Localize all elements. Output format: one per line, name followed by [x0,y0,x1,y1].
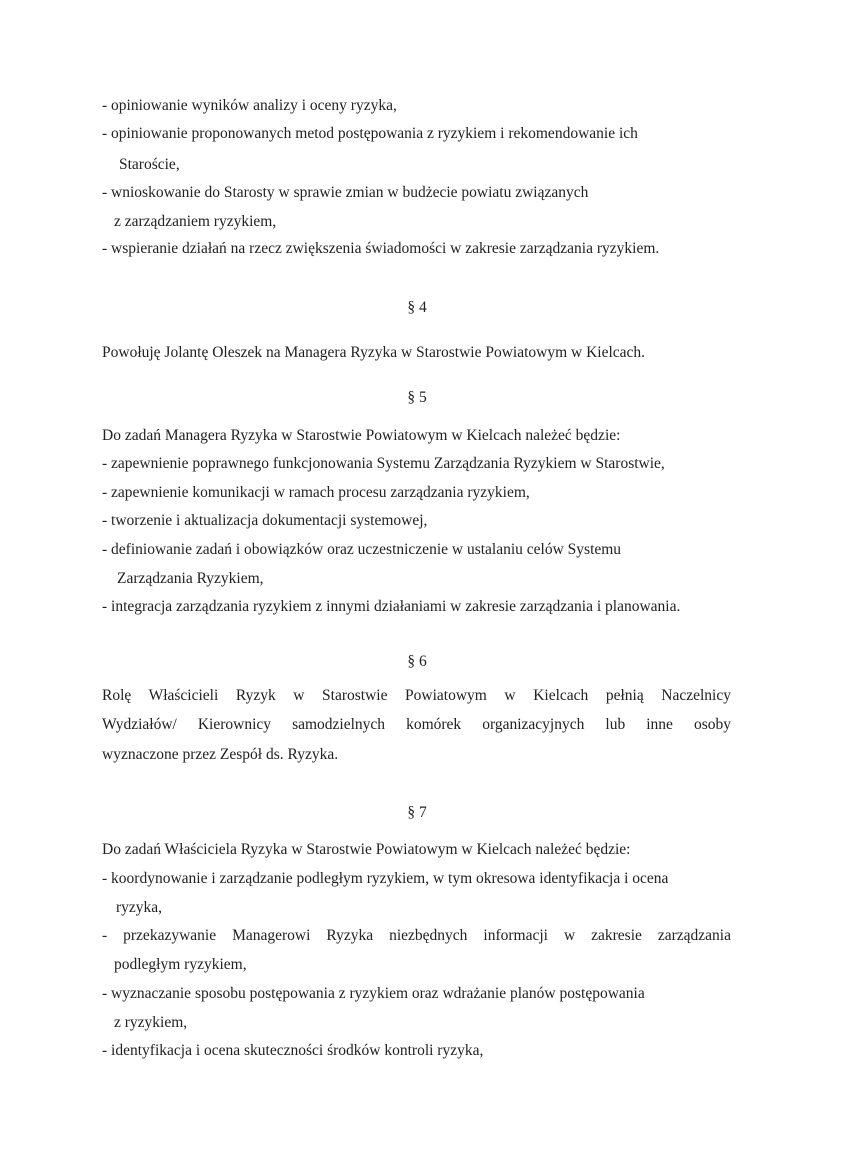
paragraph: Do zadań Właściciela Ryzyka w Starostwie Powiatowym w Kielcach należeć będzie: [102,841,631,858]
paragraph: Do zadań Managera Ryzyka w Starostwie Powiatowym w Kielcach należeć będzie: [102,427,621,444]
list-item: - opiniowanie wyników analizy i oceny ryzyka, [102,97,397,114]
list-item: - przekazywanie Managerowi Ryzyka niezbędnych informacji w zakresie zarządzania [102,927,731,944]
list-item: - wnioskowanie do Starosty w sprawie zmian w budżecie powiatu związanych [102,184,589,201]
section-heading-7: § 7 [407,804,427,821]
section-heading-5: § 5 [407,389,427,406]
list-item: - koordynowanie i zarządzanie podległym ryzykiem, w tym okresowa identyfikacja i ocena [102,870,669,887]
paragraph-line: Wydziałów/ Kierownicy samodzielnych komórek organizacyjnych lub inne osoby [102,716,731,733]
section-heading-6: § 6 [407,653,427,670]
list-item: - wyznaczanie sposobu postępowania z ryzykiem oraz wdrażanie planów postępowania [102,985,645,1002]
list-item: - wspieranie działań na rzecz zwiększenia świadomości w zakresie zarządzania ryzykiem. [102,240,660,257]
list-item: - integracja zarządzania ryzykiem z innymi działaniami w zakresie zarządzania i planowania. [102,598,681,615]
list-item: - opiniowanie proponowanych metod postępowania z ryzykiem i rekomendowanie ich [102,125,638,142]
list-item: - identyfikacja i ocena skuteczności środków kontroli ryzyka, [102,1042,484,1059]
list-item-continuation: ryzyka, [116,899,163,916]
list-item: - zapewnienie komunikacji w ramach procesu zarządzania ryzykiem, [102,484,530,501]
list-item-continuation: Staroście, [119,156,180,173]
list-item-continuation: z zarządzaniem ryzykiem, [114,213,277,230]
list-item-continuation: podległym ryzykiem, [114,956,247,973]
section-heading-4: § 4 [407,299,427,316]
paragraph: Powołuję Jolantę Oleszek na Managera Ryzyka w Starostwie Powiatowym w Kielcach. [102,344,646,361]
list-item-continuation: z ryzykiem, [114,1014,188,1031]
list-item: - definiowanie zadań i obowiązków oraz uczestniczenie w ustalaniu celów Systemu [102,541,622,558]
paragraph-line: Rolę Właścicieli Ryzyk w Starostwie Powiatowym w Kielcach pełnią Naczelnicy [102,687,731,704]
paragraph-line: wyznaczone przez Zespół ds. Ryzyka. [102,746,339,763]
list-item-continuation: Zarządzania Ryzykiem, [117,570,264,587]
list-item: - zapewnienie poprawnego funkcjonowania Systemu Zarządzania Ryzykiem w Starostwie, [102,455,665,472]
list-item: - tworzenie i aktualizacja dokumentacji systemowej, [102,512,428,529]
